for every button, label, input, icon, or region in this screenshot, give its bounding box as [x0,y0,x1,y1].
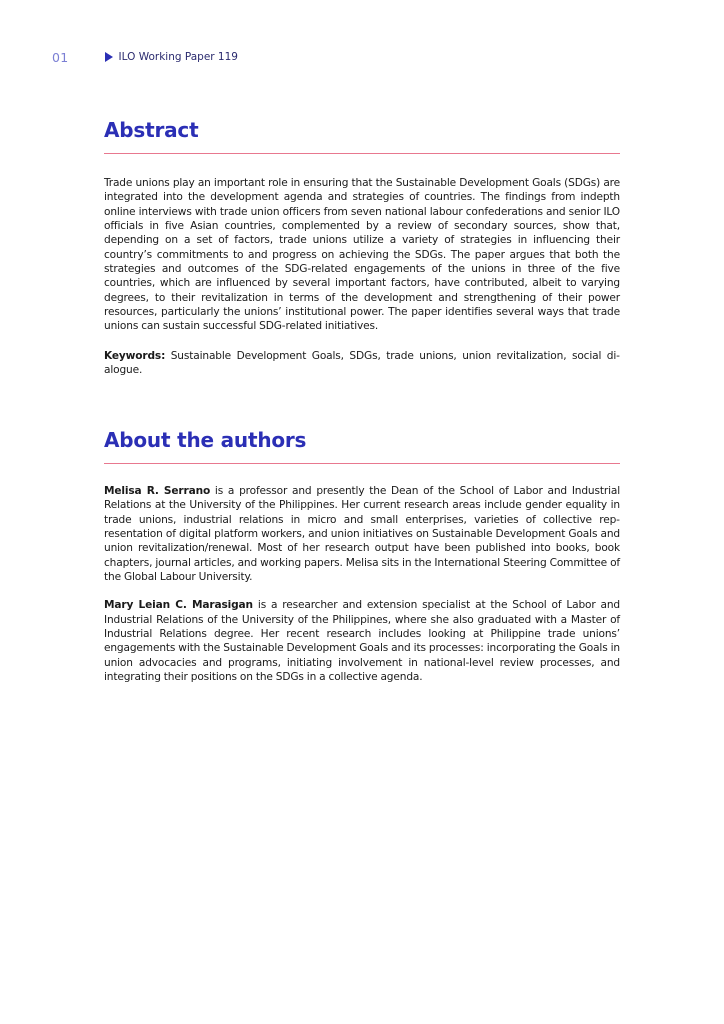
author-bio-text: is a professor and presently the Dean of the School of Labor and Industrial Relations at the University of the Philippines. Her current research areas include gender equality in trade unions, industrial relations in micro and small enterprises, varieties of collective representation of digital platform workers, and union initiatives on Sustainable Development Goals and union revitalization/renewal. Most of her research output have been published into books, book chapters, journal articles, and working papers. Melisa sits in the International Steering Committee of the Global Labour University. [104,485,621,584]
keywords-text: Sustainable Development Goals, SDGs, trade unions, union revitalization, social dialogue. [104,349,620,377]
author-bio [104,598,620,684]
abstract-section [104,117,620,377]
keywords-label: Keywords: [104,349,166,362]
abstract-divider [104,153,620,154]
authors-divider [104,463,620,464]
author-name: Mary Leian C. Marasigan [104,599,253,612]
authors-section [104,427,620,684]
authors-heading: About the authors [104,428,307,452]
keywords-paragraph [104,349,620,378]
series-title: ILO Working Paper 119 [118,51,238,63]
author-bio [104,484,620,584]
author-bio-text: is a researcher and extension specialist at the School of Labor and Industrial Relations of the University of the Philippines, where she also graduated with a Master of Industrial Relations degree. Her recent research includes looking at Philippine trade unions’ engagements with the Sustainable Development Goals and its processes: incorporating the Goals in union advocacies and programs, initiating involvement in national-level review processes, and integrating their positions on the SDGs in a collective agenda. [104,599,620,684]
abstract-text: Trade unions play an important role in ensuring that the Sustainable Development Goals (SDGs) are integrated into the development agenda and strategies of countries. The findings from indepth online interviews with trade union officers from seven national labour confederations and senior ILO officials in five Asian countries, complemented by a review of secondary sources, show that, depending on a set of factors, trade unions utilize a variety of strategies in influencing their country’s commitments to and progress on achieving the SDGs. The paper argues that both the strategies and outcomes of the SDG-related engagements of the unions in three of the five countries, which are influenced by several important factors, have contributed, albeit to varying degrees, to their revitalization in terms of the development and strengthening of their power resources, particularly the unions’ institutional power. The paper identifies several ways that trade unions can sustain successful SDG-related initiatives. [104,177,620,333]
triangle-right-icon [105,52,113,62]
author-name: Melisa R. Serrano [104,485,211,497]
running-header [52,49,238,65]
page-number: 01 [52,49,69,65]
abstract-heading: Abstract [104,118,199,142]
